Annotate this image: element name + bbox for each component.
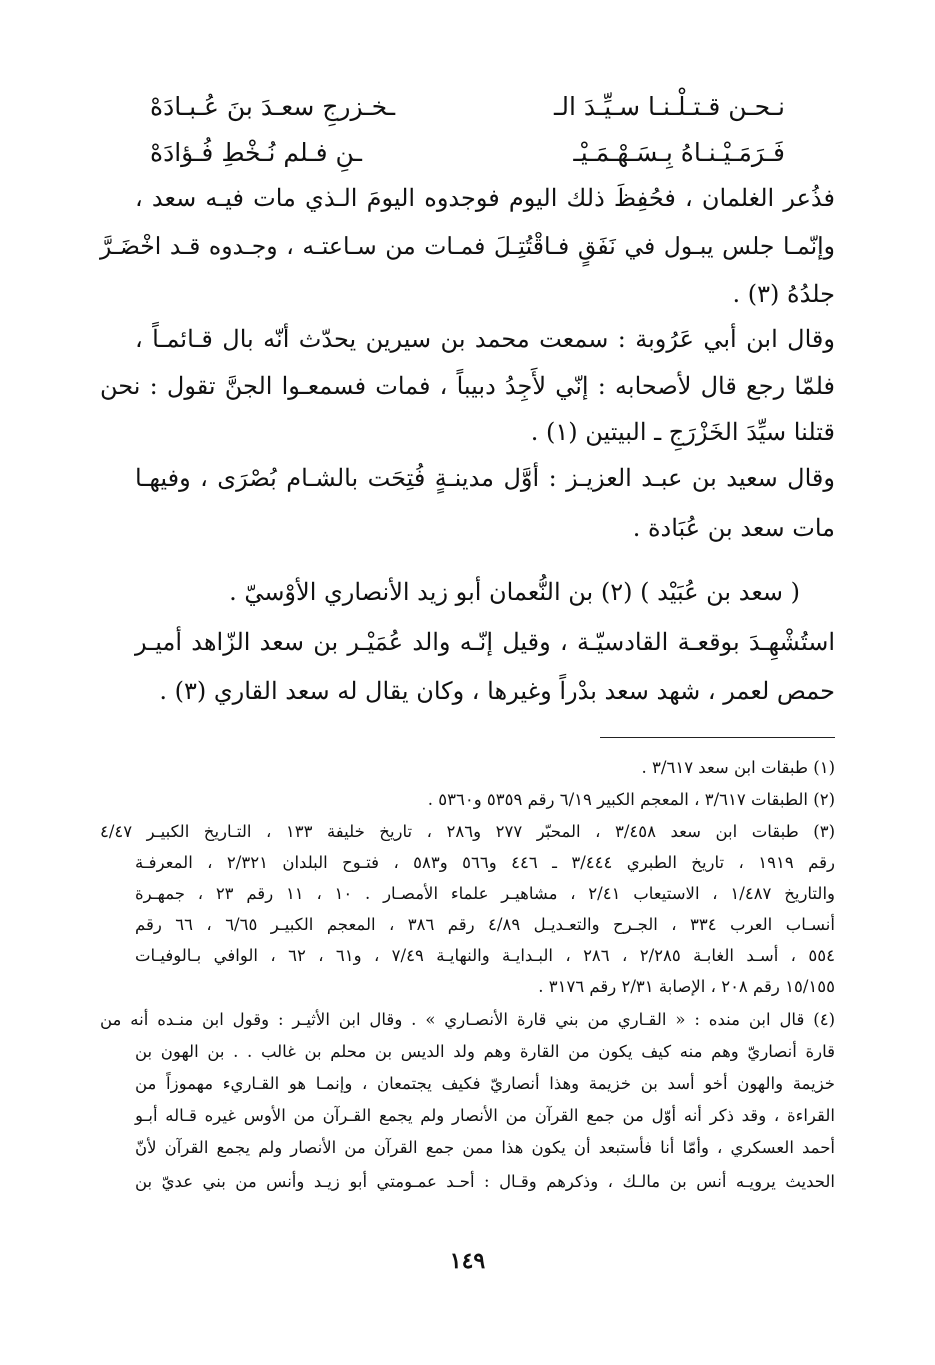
footnote-separator xyxy=(600,737,835,738)
verse-2-first-hemistich: فَـرَمَـيْـنـاهُ بِـسَـهْـمَـيْـ xyxy=(573,138,785,167)
footnote-4-line-2: قارة أنصاريّ وهم منه كيف يكون من القارة وهم ولد الديس بن محلم بن غالب . . بن الهون بن xyxy=(135,1042,835,1061)
footnote-3-line-3: والتاريخ ١/٤٨٧ ، الاستيعاب ٢/٤١ ، مشاهيـر علماء الأمصـار . ١٠ ، ١١ رقم ٢٣ ، جمهـرة xyxy=(135,884,835,903)
footnote-3-line-4: أنسـاب العرب ٣٣٤ ، الجـرح والتعـديـل ٤/٨٩ رقم ٣٨٦ ، المعجم الكبيـر ٦/٦٥ ، ٦٦ رقم xyxy=(135,915,835,934)
paragraph-1-line-1: فذُعر الغلمان ، فحُفِظَ ذلك اليوم فوجدوه اليومَ الـذي مات فيـه سعد ، xyxy=(135,184,835,212)
entry-heading: ( سعد بن عُبَيْد ) (٢) بن النُّعمان أبو زيد الأنصاري الأوْسيّ . xyxy=(229,578,800,606)
footnote-4-line-3: خزيمة والهون أخو أسد بن خزيمة وهذا أنصاريّ فكيف يجتمعان ، وإنمـا هو القـاريء مهموزاً من xyxy=(135,1074,835,1093)
paragraph-1-line-3: جلدُهُ (٣) . xyxy=(732,280,835,308)
verse-1-first-hemistich: نـحـن قـتـلْـنـا سـيِّـدَ الـ xyxy=(554,92,785,121)
verse-line-2 xyxy=(150,138,785,167)
footnote-3-line-6: ١٥/١٥٥ رقم ٢٠٨ ، الإصابة ٢/٣١ رقم ٣١٧٦ . xyxy=(538,977,835,996)
footnote-4-line-6: الحديث يرويـه أنس بن مالـك ، وذكرهم وقـال : أحـد عمـومتي أبو زيـد وأنس من بني عديّ بن xyxy=(135,1172,835,1191)
verse-1-second-hemistich: ـخـزرجِ سعـدَ بنَ عُـبـادَهْ xyxy=(150,92,396,121)
paragraph-2-line-3: قتلنا سيِّدَ الخَزْرَجِ ـ البيتين (١) . xyxy=(530,418,835,446)
footnote-3-line-2: رقم ١٩١٩ ، تاريخ الطبري ٣/٤٤٤ ـ ٤٤٦ و٥٦٦ و٥٨٣ ، فتـوح البلدان ٢/٣٢١ ، المعرفـة xyxy=(135,853,835,872)
page-number: ١٤٩ xyxy=(449,1248,486,1274)
footnote-2-line-1: (٢) الطبقات ٣/٦١٧ ، المعجم الكبير ٦/١٩ رقم ٥٣٥٩ و٥٣٦٠ . xyxy=(427,790,835,809)
paragraph-3-line-2: مات سعد بن عُبَادة . xyxy=(632,514,835,542)
paragraph-2-line-1: وقال ابن أبي عَرُوبة : سمعت محمد بن سيرين يحدّث أنّه بال قـائمـاً ، xyxy=(135,325,835,353)
footnote-4-line-5: أحمد العسكري ، وأمّا أنا فأستبعد أن يكون هذا ممن جمع القرآن من الأنصار ولم يجمع القرآن لأنّ xyxy=(135,1138,835,1157)
footnote-4-line-1: (٤) قال ابن منده : « القـاري من بني قارة الأنصـاري » . وقال ابن الأثيـر : وقول ابن منـده أنه من xyxy=(100,1010,835,1029)
verse-2-second-hemistich: ـنِ فـلم نُـخْطِ فُـؤادَهْ xyxy=(150,138,362,167)
paragraph-3-line-1: وقال سعيد بن عبـد العزيـز : أوَّل مدينـةٍ فُتِحَت بالشـام بُصْرَى ، وفيهـا xyxy=(135,464,835,492)
footnote-3-line-5: ٥٥٤ ، أسـد الغابـة ٢/٢٨٥ ، ٢٨٦ ، البـدايـة والنهايـة ٧/٤٩ ، و٦١ ، ٦٢ ، الوافي بـالوفيـات xyxy=(135,946,835,965)
footnote-1-line-1: (١) طبقات ابن سعد ٣/٦١٧ . xyxy=(641,758,835,777)
paragraph-1-line-2: وإنّمـا جلس يبـول في نَفَقٍ فـاقْتُتِـلَ فمـات من سـاعتـه ، وجـدوه قـد اخْضَـرَّ xyxy=(100,232,835,260)
footnote-4-line-4: القراءة ، وقد ذكر أنه أوّل من جمع القرآن من الأنصار ولم يجمع القـرآن من الأوس غيره قـاله أبـو xyxy=(135,1106,835,1125)
entry-paragraph-line-2: حمص لعمر ، شهد سعد بدْراً وغيرها ، وكان يقال له سعد القاري (٣) . xyxy=(159,677,835,705)
verse-line-1 xyxy=(150,92,785,121)
entry-paragraph-line-1: استُشْهِـدَ بوقعـة القادسيّـة ، وقيل إنّـه والد عُمَيْـر بن سعد الزّاهد أميـر xyxy=(135,628,835,656)
paragraph-2-line-2: فلمّا رجع قال لأصحابه : إنّي لأَجِدُ دبيباً ، فمات فسمعـوا الجنَّ تقول : نحن xyxy=(100,372,835,400)
footnote-3-line-1: (٣) طبقات ابن سعد ٣/٤٥٨ ، المحبّر ٢٧٧ و٢٨٦ ، تاريخ خليفة ١٣٣ ، التـاريخ الكبيـر ٤/٤٧ xyxy=(100,822,835,841)
